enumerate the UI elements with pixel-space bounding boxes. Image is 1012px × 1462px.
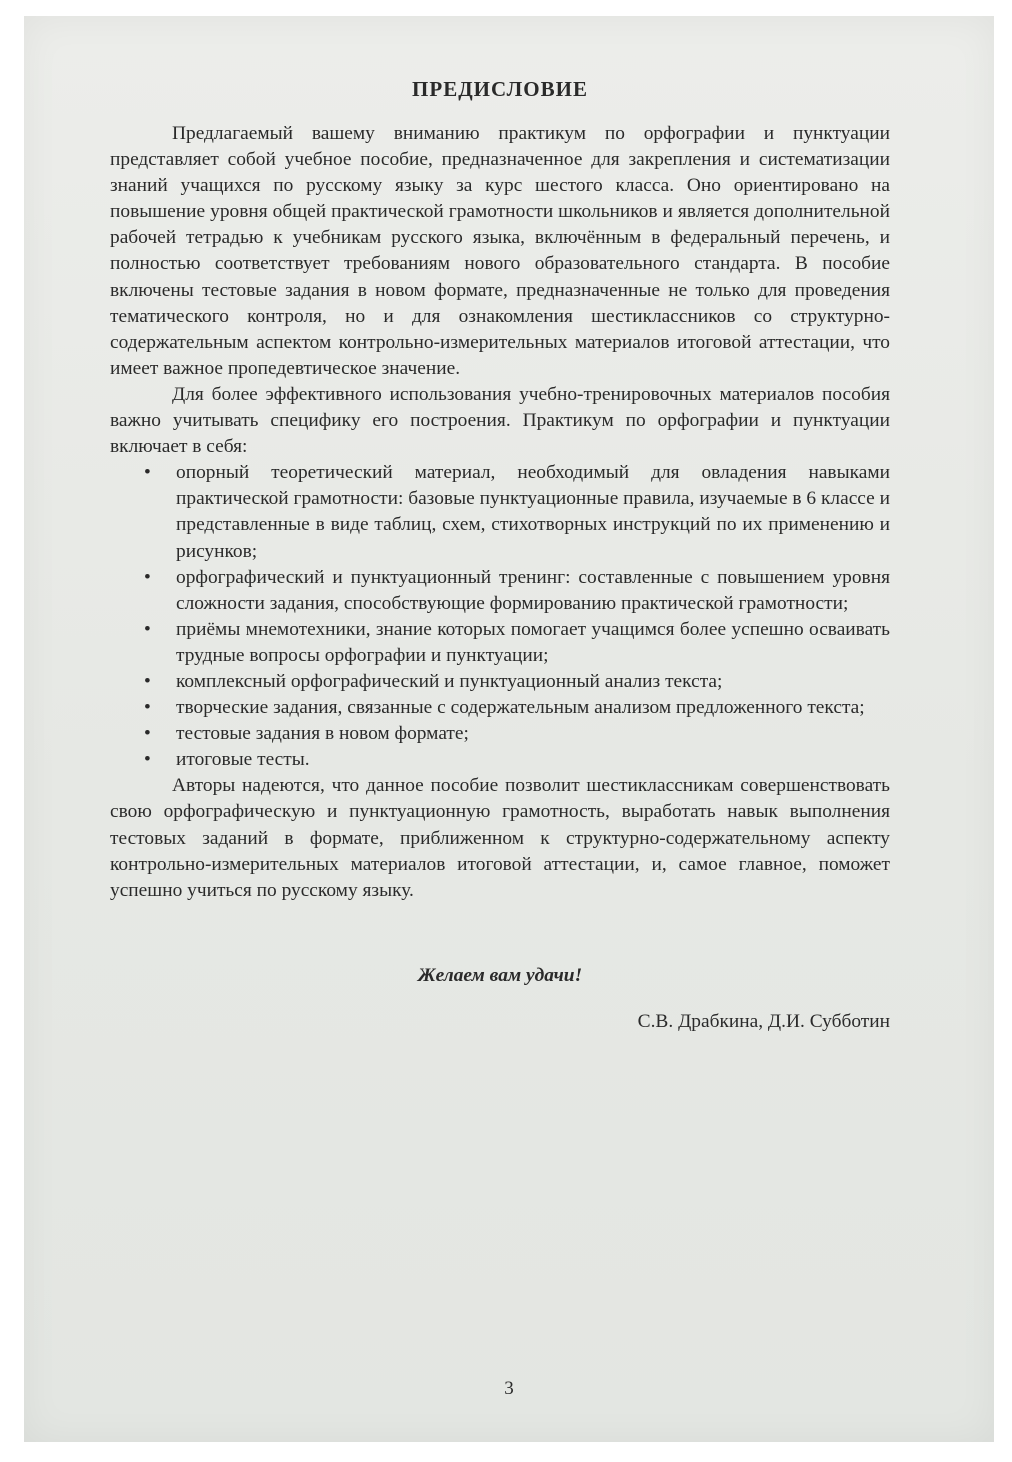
list-item — [110, 669, 890, 695]
bullet-icon: • — [144, 462, 151, 484]
bullet-icon: • — [144, 723, 151, 745]
list-item-text: комплексный орфографический и пунктуационный анализ текста; — [176, 670, 723, 692]
closing-paragraph: Авторы надеются, что данное пособие позволит шестиклассникам совершенствовать свою орфографическую и пунктуационную грамотность, выработать навык выполнения тестовых заданий в формате, приближенном к структурно-содержательному аспекту контрольно-измерительных материалов итоговой аттестации, и, самое главное, поможет успешно учиться по русскому языку. — [110, 775, 890, 901]
bullet-icon: • — [144, 749, 151, 771]
bullet-icon: • — [144, 618, 151, 640]
page-content — [110, 74, 890, 1055]
list-item-text: тестовые задания в новом формате; — [176, 723, 469, 745]
bullet-icon: • — [144, 697, 151, 719]
page-title: ПРЕДИСЛОВИЕ — [412, 77, 588, 101]
list-item — [110, 617, 890, 669]
bullet-icon: • — [144, 670, 151, 692]
structure-paragraph: Для более эффективного использования учебно-тренировочных материалов пособия важно учитывать специфику его построения. Практикум по орфографии и пунктуации включает в себя: — [110, 383, 890, 458]
list-item — [110, 460, 890, 564]
list-item-text: орфографический и пунктуационный тренинг: составленные с повышением уровня сложности задания, способствующие формированию практической грамотности; — [176, 566, 890, 614]
list-item — [110, 747, 890, 773]
wish-line: Желаем вам удачи! — [417, 964, 583, 986]
list-item — [110, 695, 890, 721]
document-page — [24, 16, 994, 1442]
list-item-text: приёмы мнемотехники, знание которых помогает учащимся более успешно осваивать трудные вопросы орфографии и пунктуации; — [176, 618, 890, 666]
bullet-icon: • — [144, 566, 151, 588]
page-number: 3 — [504, 1378, 514, 1399]
intro-paragraph: Предлагаемый вашему вниманию практикум по орфографии и пунктуации представляет собой учебное пособие, предназначенное для закрепления и систематизации знаний учащихся по русскому языку за курс шестого класса. Оно ориентировано на повышение уровня общей практической грамотности школьников и является дополнительной рабочей тетрадью к учебникам русского языка, включённым в федеральный перечень, и полностью соответствует требованиям нового образовательного стандарта. В пособие включены тестовые задания в новом формате, предназначенные не только для проведения тематического контроля, но и для ознакомления шестиклассников со структурно-содержательным аспектом контрольно-измерительных материалов итоговой аттестации, что имеет важное пропедевтическое значение. — [110, 123, 890, 379]
list-item-text: опорный теоретический материал, необходимый для овладения навыками практической грамотности: базовые пунктуационные правила, изучаемые в 6 классе и представленные в виде таблиц, схем, стихотворных инструкций по их применению и рисунков; — [176, 462, 890, 562]
contents-list — [110, 460, 890, 773]
list-item — [110, 721, 890, 747]
list-item-text: итоговые тесты. — [176, 749, 310, 771]
authors-signature: С.В. Драбкина, Д.И. Субботин — [637, 1011, 890, 1033]
list-item — [110, 565, 890, 617]
list-item-text: творческие задания, связанные с содержательным анализом предложенного текста; — [176, 697, 865, 719]
